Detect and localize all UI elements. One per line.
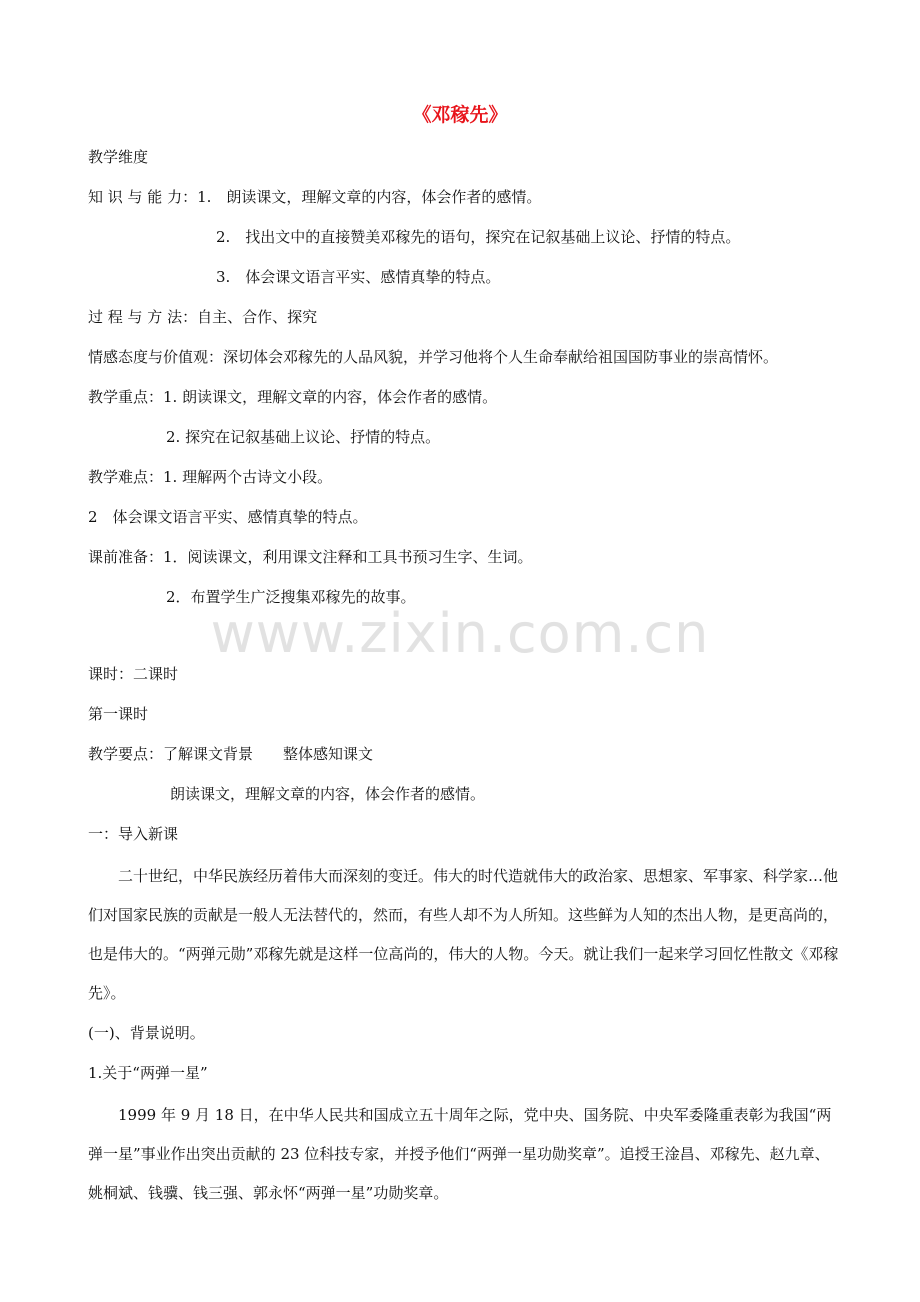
preparation-1: 课前准备：1．阅读课文，利用课文注释和工具书预习生字、生词。 <box>88 548 533 566</box>
teaching-focus-2: 2. 探究在记叙基础上议论、抒情的特点。 <box>166 428 441 446</box>
document-title: 《邓稼先》 <box>412 104 508 126</box>
key-point-overview: 整体感知课文 <box>283 745 374 763</box>
history-paragraph: 1999 年 9 月 18 日，在中华人民共和国成立五十周年之际，党中央、国务院、中央军委隆重表彰为我国“两弹一星”事业作出突出贡献的 23 位科技专家，并授予他们“两弹一星功勋奖章”。追授王淦昌、邓稼先、赵九章、姚桐斌、钱骥、钱三强、郭永怀“两弹一星”功勋奖章。 <box>88 1106 832 1202</box>
class-hours: 课时：二课时 <box>88 665 179 683</box>
introduction-paragraph: 二十世纪，中华民族经历着伟大而深刻的变迁。伟大的时代造就伟大的政治家、思想家、军事家、科学家…他们对国家民族的贡献是一般人无法替代的，然而，有些人却不为人所知。这些鲜为人知的杰出人物，是更高尚的，也是伟大的。“两弹元勋”邓稼先就是这样一位高尚的，伟大的人物。今天。就让我们一起来学习回忆性散文《邓稼先》。 <box>88 867 839 1002</box>
teaching-focus-1: 教学重点：1. 朗读课文，理解文章的内容，体会作者的感情。 <box>88 388 498 406</box>
key-point-reading: 朗读课文，理解文章的内容，体会作者的感情。 <box>170 785 486 803</box>
process-method-goal: 过 程 与 方 法：自主、合作、探究 <box>88 308 318 326</box>
background-heading: (一)、背景说明。 <box>88 1024 205 1042</box>
knowledge-ability-goal-3: 3. 体会课文语言平实、感情真挚的特点。 <box>216 268 501 286</box>
key-point-background: 教学要点：了解课文背景 <box>88 745 254 763</box>
knowledge-ability-goal-1: 知 识 与 能 力：1. 朗读课文，理解文章的内容，体会作者的感情。 <box>88 188 542 206</box>
section-heading-teaching-dimensions: 教学维度 <box>88 148 149 166</box>
teaching-key-points <box>88 744 373 764</box>
emotion-value-goal: 情感态度与价值观：深切体会邓稼先的人品风貌，并学习他将个人生命奉献给祖国国防事业的崇高情怀。 <box>88 348 779 366</box>
first-lesson-heading: 第一课时 <box>88 705 149 723</box>
two-bombs-one-star-heading: 1.关于“两弹一星” <box>88 1064 208 1082</box>
knowledge-ability-goal-2: 2. 找出文中的直接赞美邓稼先的语句，探究在记叙基础上议论、抒情的特点。 <box>216 228 741 246</box>
preparation-2: 2．布置学生广泛搜集邓稼先的故事。 <box>166 588 416 606</box>
section-heading-introduction: 一：导入新课 <box>88 825 179 843</box>
teaching-difficulty-2: 2 体会课文语言平实、感情真挚的特点。 <box>88 508 368 526</box>
teaching-difficulty-1: 教学难点：1. 理解两个古诗文小段。 <box>88 468 333 486</box>
watermark: www.zixin.com.cn <box>210 602 710 665</box>
